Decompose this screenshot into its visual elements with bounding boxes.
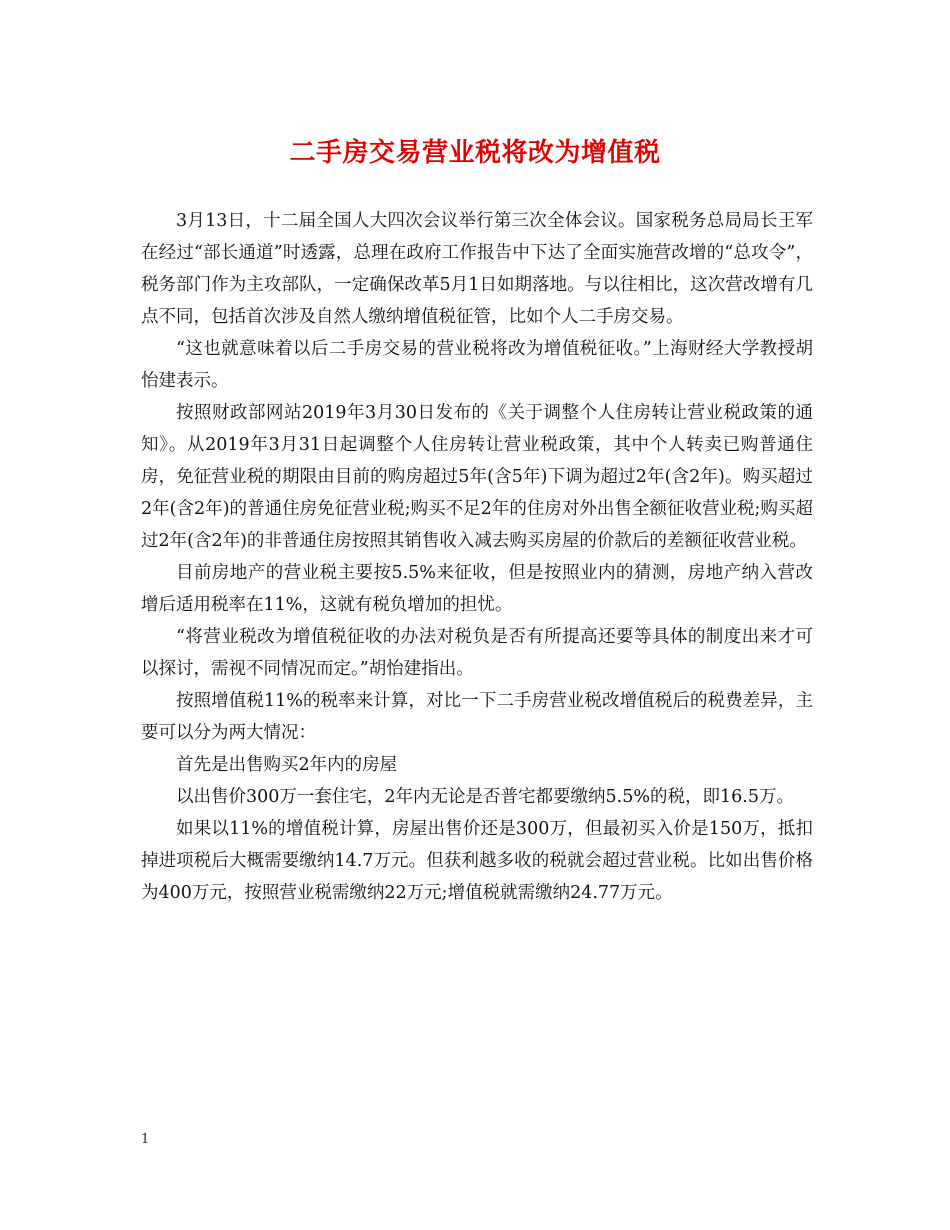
paragraph-2: “这也就意味着以后二手房交易的营业税将改为增值税征收。”上海财经大学教授胡怡建表示。 bbox=[141, 339, 813, 391]
paragraph-8: 以出售价300万一套住宅，2年内无论是否普宅都要缴纳5.5%的税，即16.5万。 bbox=[176, 787, 794, 807]
document-body bbox=[141, 205, 813, 909]
paragraph-5: “将营业税改为增值税征收的办法对税负是否有所提高还要等具体的制度出来才可以探讨，需视不同情况而定。”胡怡建指出。 bbox=[141, 627, 813, 679]
page-number: 1 bbox=[141, 1132, 150, 1147]
document-title: 二手房交易营业税将改为增值税 bbox=[289, 138, 661, 168]
paragraph-4: 目前房地产的营业税主要按5.5%来征收，但是按照业内的猜测，房地产纳入营改增后适用税率在11%，这就有税负增加的担忧。 bbox=[141, 563, 813, 615]
paragraph-7: 首先是出售购买2年内的房屋 bbox=[176, 755, 398, 775]
paragraph-9: 如果以11%的增值税计算，房屋出售价还是300万，但最初买入价是150万，抵扣掉进项税后大概需要缴纳14.7万元。但获利越多收的税就会超过营业税。比如出售价格为400万元，按照营业税需缴纳22万元;增值税就需缴纳24.77万元。 bbox=[141, 819, 813, 903]
paragraph-6: 按照增值税11%的税率来计算，对比一下二手房营业税改增值税后的税费差异，主要可以分为两大情况： bbox=[141, 691, 813, 743]
paragraph-3: 按照财政部网站2019年3月30日发布的《关于调整个人住房转让营业税政策的通知》。从2019年3月31日起调整个人住房转让营业税政策，其中个人转卖已购普通住房，免征营业税的期限由目前的购房超过5年(含5年)下调为超过2年(含2年)。购买超过2年(含2年)的普通住房免征营业税;购买不足2年的住房对外出售全额征收营业税;购买超过2年(含2年)的非普通住房按照其销售收入减去购买房屋的价款后的差额征收营业税。 bbox=[141, 403, 813, 551]
paragraph-1: 3月13日，十二届全国人大四次会议举行第三次全体会议。国家税务总局局长王军在经过“部长通道”时透露，总理在政府工作报告中下达了全面实施营改增的“总攻令”，税务部门作为主攻部队，一定确保改革5月1日如期落地。与以往相比，这次营改增有几点不同，包括首次涉及自然人缴纳增值税征管，比如个人二手房交易。 bbox=[141, 211, 813, 327]
